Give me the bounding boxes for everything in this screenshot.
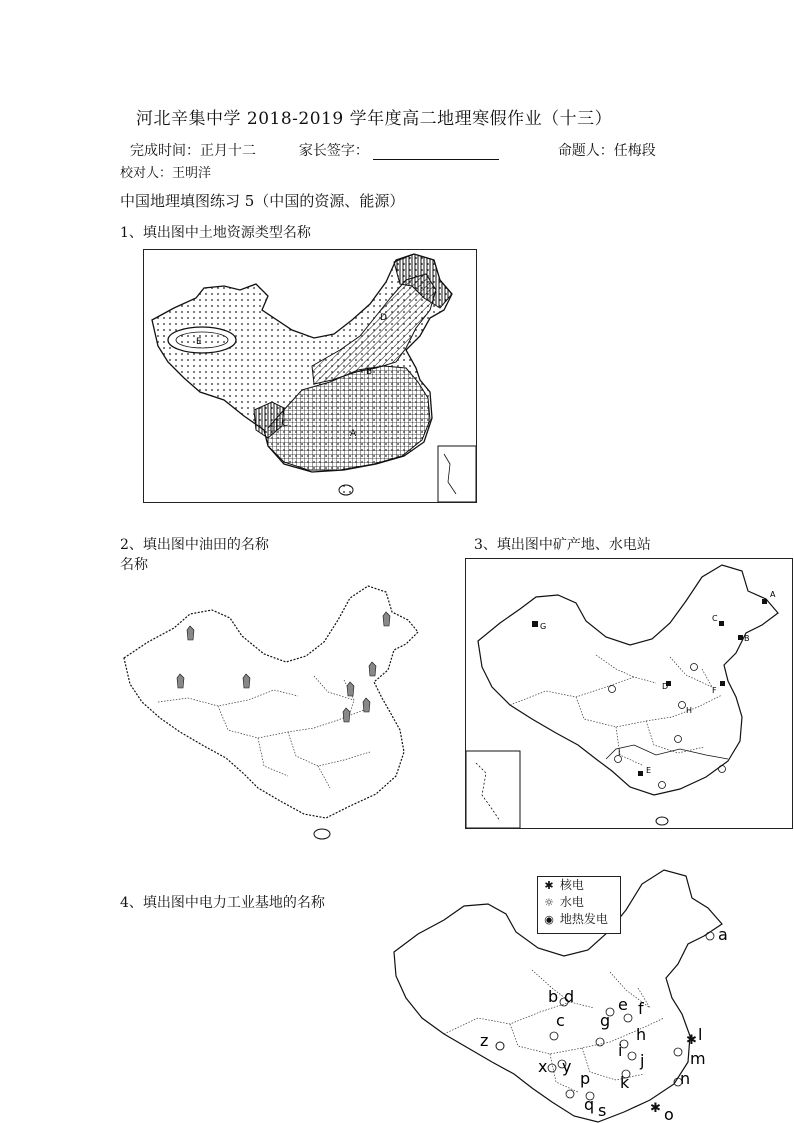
- legend-geothermal: ◉ 地热发电: [538, 911, 620, 928]
- section-subtitle: 中国地理填图练习 5（中国的资源、能源）: [120, 192, 405, 210]
- mine-square-icon: [762, 599, 767, 604]
- label-e: E: [646, 766, 652, 775]
- map-land-resources: [143, 249, 477, 503]
- china-outline: [478, 565, 778, 795]
- label-h: h: [636, 1025, 647, 1044]
- hainan-island: [656, 817, 668, 825]
- nuclear-star-icon: ✱: [650, 1101, 661, 1116]
- label-s: s: [598, 1101, 607, 1120]
- south-sea-inset: [466, 751, 520, 828]
- author: 命题人：任梅段: [557, 143, 656, 159]
- label-e: e: [618, 995, 628, 1014]
- completion-time: 完成时间：正月十二: [130, 143, 256, 159]
- label-h: H: [686, 706, 693, 715]
- label-c: C: [282, 419, 289, 429]
- question-3: 3、填出图中矿产地、水电站: [474, 537, 651, 553]
- label-i: I: [618, 748, 621, 757]
- parent-sign-line: [373, 147, 499, 160]
- nuclear-star-icon: ✱: [544, 879, 554, 892]
- label-o: o: [664, 1105, 674, 1123]
- label-l: l: [698, 1025, 703, 1044]
- mine-square-icon: [720, 681, 725, 686]
- label-c: c: [556, 1011, 565, 1030]
- south-sea-inset: [438, 446, 476, 502]
- label-d: d: [564, 987, 575, 1006]
- label-k: k: [620, 1073, 630, 1092]
- mine-square-icon: [532, 621, 538, 627]
- page-title: 河北辛集中学 2018-2019 学年度高二地理寒假作业（十三）: [136, 109, 613, 129]
- label-m: m: [690, 1049, 706, 1068]
- label-a: a: [718, 925, 728, 944]
- label-f: f: [638, 999, 644, 1018]
- question-1: 1、填出图中土地资源类型名称: [120, 225, 311, 241]
- label-b: B: [366, 367, 373, 377]
- hainan-island: [339, 485, 353, 495]
- label-i: i: [618, 1041, 623, 1060]
- hydro-sun-icon: [719, 766, 726, 773]
- china-outline: [124, 586, 418, 818]
- label-p: p: [580, 1069, 591, 1088]
- label-y: y: [562, 1057, 572, 1076]
- label-a: A: [350, 429, 357, 439]
- label-z: z: [480, 1031, 489, 1050]
- question-2: 2、填出图中油田的名称: [120, 537, 269, 553]
- question-2-cont: 名称: [120, 557, 148, 573]
- legend-hydro: ☼ 水电: [538, 894, 620, 911]
- hydro-sun-icon: [706, 932, 714, 940]
- label-n: n: [680, 1069, 691, 1088]
- hainan-island: [314, 829, 330, 839]
- label-c: C: [712, 614, 718, 623]
- mine-square-icon: [738, 635, 743, 640]
- map-minerals-hydro: [465, 558, 793, 829]
- proofer: 校对人：王明洋: [120, 166, 212, 181]
- hydro-sun-icon: ☼: [544, 896, 554, 909]
- label-e: E: [196, 337, 202, 347]
- mine-square-icon: [719, 621, 724, 626]
- label-q: q: [584, 1095, 595, 1114]
- label-d: D: [662, 682, 669, 691]
- label-d: D: [380, 313, 387, 323]
- label-f: F: [712, 686, 717, 695]
- label-a: A: [770, 590, 776, 599]
- nuclear-star-icon: ✱: [686, 1033, 697, 1048]
- mine-square-icon: [638, 771, 643, 776]
- label-g: g: [600, 1011, 611, 1030]
- geothermal-icon: ◉: [544, 913, 554, 926]
- map-oil-fields: [118, 580, 438, 842]
- question-4: 4、填出图中电力工业基地的名称: [120, 895, 325, 911]
- parent-sign-label: 家长签字：: [298, 143, 369, 159]
- legend-nuclear: ✱ 核电: [538, 877, 620, 894]
- power-legend: [537, 876, 621, 934]
- meta-line: [130, 140, 656, 160]
- label-j: j: [640, 1051, 645, 1070]
- label-b: B: [744, 634, 750, 643]
- label-g: G: [540, 622, 547, 631]
- label-x: x: [538, 1057, 548, 1076]
- label-b: b: [548, 987, 559, 1006]
